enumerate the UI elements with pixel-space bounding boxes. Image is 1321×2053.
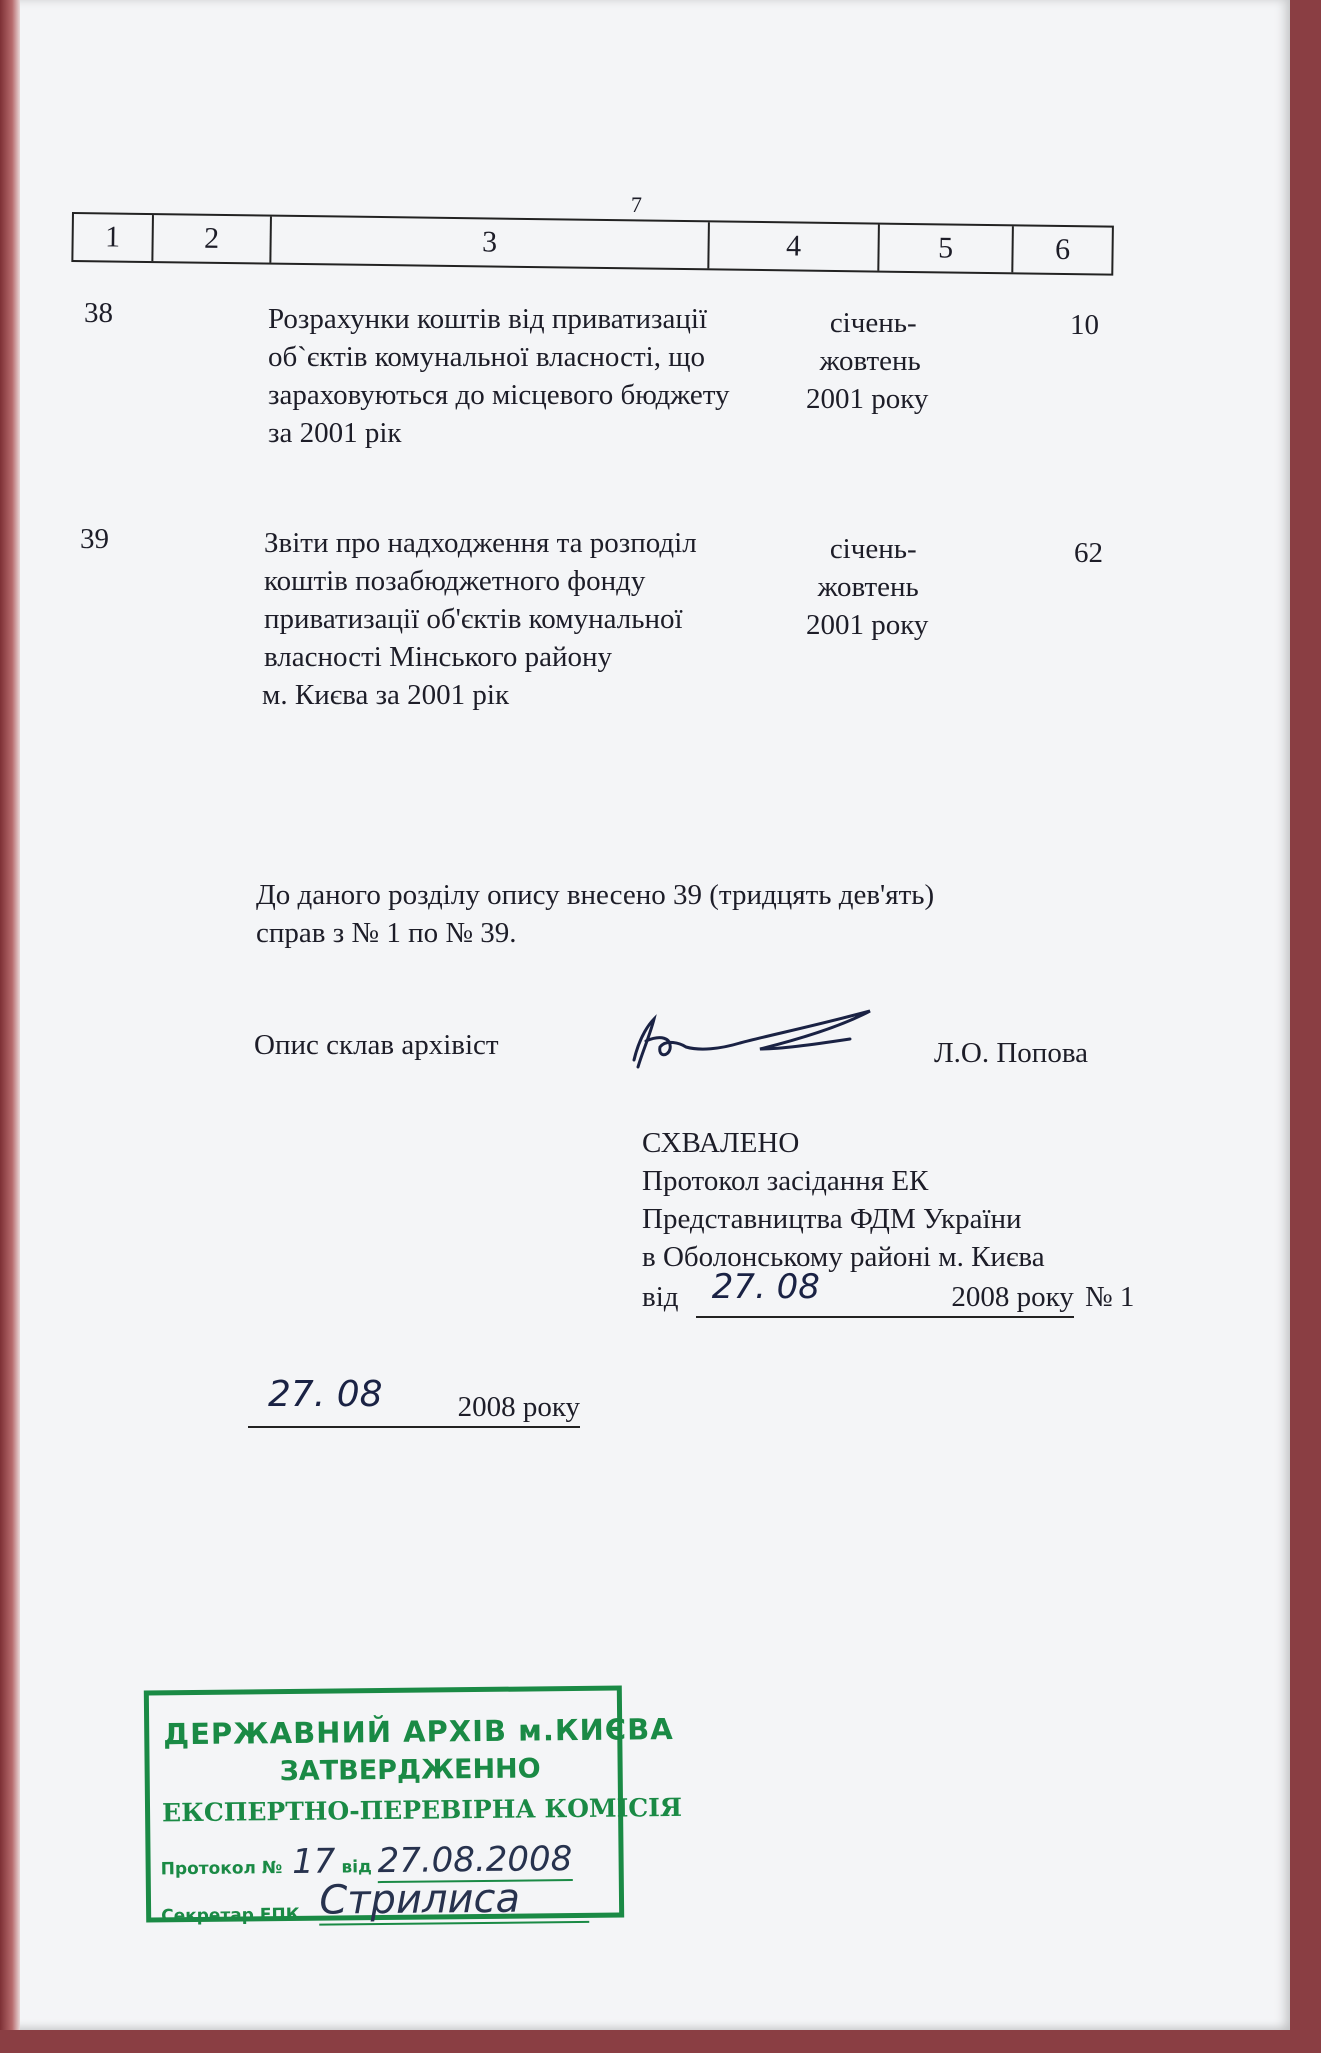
stamp-line-archive: ДЕРЖАВНИЙ АРХІВ м.КИЄВА: [163, 1711, 674, 1752]
entry-39-title-line: приватизації об'єктів комунальної: [264, 603, 683, 635]
entry-38-sheets: 10: [1070, 309, 1099, 341]
header-cell-3: 3: [271, 217, 710, 269]
entry-38-title-line: за 2001 рік: [268, 417, 402, 449]
header-cell-1: 1: [73, 214, 154, 261]
header-cell-6: 6: [1054, 232, 1071, 267]
stamp-secretary-signature: Стрилиса: [319, 1875, 589, 1926]
stamp-protocol-date: 27.08.2008: [377, 1839, 573, 1882]
entry-38-title-line: Розрахунки коштів від приватизації: [268, 303, 708, 335]
entry-39-title: [264, 524, 697, 714]
stamp-secretary-row: [161, 1875, 590, 1933]
entry-38-dates: [806, 304, 929, 418]
entry-39-title-line: Звіти про надходження та розподіл: [264, 527, 697, 559]
approval-year: 2008 року: [951, 1281, 1074, 1313]
summary-line: До даного розділу опису внесено 39 (тридцять дев'ять): [256, 879, 935, 911]
entry-39-title-line: м. Києва за 2001 рік: [262, 679, 510, 711]
entry-39-date-line: жовтень: [817, 571, 919, 603]
stamp-secretary-label: Секретар ЕПК: [161, 1904, 300, 1927]
entry-38-number: 38: [84, 297, 113, 329]
footer-date: [248, 1374, 580, 1428]
compiler-signature: [620, 1005, 900, 1075]
entry-39-date-line: січень-: [829, 533, 917, 565]
entry-38-title-line: зараховуються до місцевого бюджету: [268, 379, 730, 411]
page-number: 7: [631, 192, 642, 217]
entry-39-dates: [806, 530, 928, 644]
header-cell-4: 4: [709, 222, 880, 270]
approval-block: [642, 1124, 1045, 1276]
entry-39-sheets: 62: [1074, 537, 1103, 569]
entry-38-date-line: січень-: [829, 307, 917, 339]
footer-date-handwritten: 27. 08: [268, 1374, 383, 1415]
summary-line: справ з № 1 по № 39.: [256, 917, 517, 949]
stamp-protocol-label: Протокол №: [160, 1858, 283, 1880]
entry-38-title: [268, 300, 730, 452]
approval-number: № 1: [1085, 1281, 1135, 1313]
entry-39-number: 39: [80, 523, 109, 555]
entry-39-title-line: коштів позабюджетного фонду: [264, 565, 646, 597]
entry-38-date-line: жовтень: [819, 345, 921, 377]
header-cell-5: 5: [879, 225, 1014, 273]
approval-line: Протокол засідання ЕК: [642, 1165, 929, 1197]
compiler-label: Опис склав архівіст: [254, 1029, 499, 1061]
page-binding-edge: [0, 0, 20, 2030]
table-header-row: [71, 212, 1114, 276]
approval-date-handwritten: 27. 08: [711, 1267, 820, 1307]
stamp-line-approved: ЗАТВЕРДЖЕННО: [279, 1753, 541, 1788]
stamp-from-label: від: [341, 1857, 372, 1878]
approval-line: Представництва ФДМ України: [642, 1203, 1022, 1235]
header-cell-2: 2: [153, 215, 272, 263]
entry-38-date-line: 2001 року: [806, 383, 929, 415]
footer-year: 2008 року: [457, 1391, 580, 1423]
entry-39-title-line: власності Мінського району: [264, 641, 613, 673]
entry-39-date-line: 2001 року: [806, 609, 929, 641]
approval-date-row: [642, 1267, 1135, 1318]
approval-heading: СХВАЛЕНО: [642, 1127, 800, 1159]
stamp-protocol-number: 17: [291, 1841, 336, 1882]
footer-date-line: [248, 1374, 580, 1428]
approval-line: в Оболонському районі м. Києва: [642, 1241, 1045, 1273]
entry-38-title-line: об`єктів комунальної власності, що: [268, 341, 706, 373]
approval-date-line: [696, 1267, 1074, 1318]
archive-approval-stamp: [144, 1686, 683, 1927]
summary-text: [256, 876, 934, 952]
approval-from-label: від: [642, 1281, 679, 1313]
stamp-line-commission: ЕКСПЕРТНО-ПЕРЕВІРНА КОМІСІЯ: [161, 1792, 683, 1828]
compiler-name: Л.О. Попова: [934, 1037, 1089, 1069]
